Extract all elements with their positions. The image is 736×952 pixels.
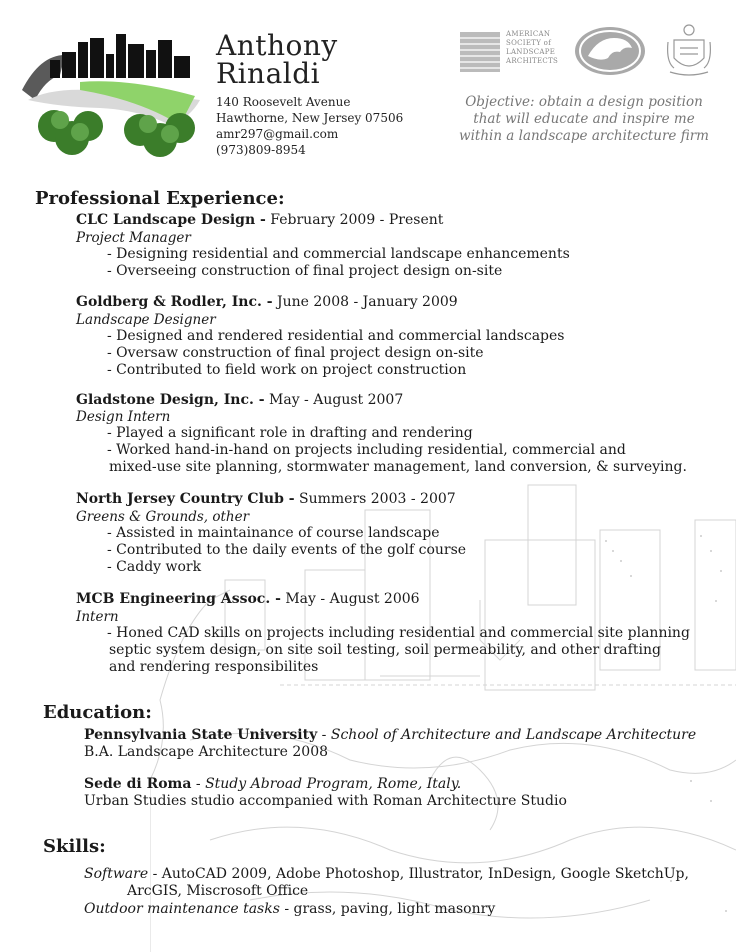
job-duty: - Caddy work [107, 559, 202, 575]
applicant-name [216, 29, 338, 90]
company-name: North Jersey Country Club - [76, 491, 295, 507]
asla-line: AMERICAN [506, 30, 551, 38]
asla-line: LANDSCAPE [506, 48, 556, 56]
job-role: Landscape Designer [76, 312, 216, 328]
school-sep: - [191, 776, 206, 792]
contact-block [216, 94, 403, 158]
school-line [84, 727, 696, 743]
job-duty: - Contributed to the daily events of the golf course [107, 542, 467, 558]
school-name: Pennsylvania State University [84, 727, 318, 743]
job-duty: septic system design, on site soil testing, soil permeability, and other drafting [109, 642, 661, 658]
job-dates: Summers 2003 - 2007 [299, 491, 456, 507]
job-header [76, 392, 403, 408]
asla-line: ARCHITECTS [506, 57, 559, 65]
job-duty: - Oversaw construction of final project design on-site [107, 345, 484, 361]
job-duty: - Contributed to field work on project construction [107, 362, 467, 378]
job-duty: - Honed CAD skills on projects including residential and commercial site planning [107, 625, 690, 641]
school-crest-icon [666, 22, 712, 78]
experience-heading: Professional Experience: [35, 188, 285, 209]
asla-logo [458, 30, 558, 75]
skill-software-cont: ArcGIS, Miscrosoft Office [127, 883, 309, 899]
company-name: Goldberg & Rodler, Inc. - [76, 294, 273, 310]
skill-software [84, 866, 689, 882]
last-name: Rinaldi [216, 57, 321, 90]
job-header [76, 591, 420, 607]
school-sep: - [317, 727, 331, 743]
job-dates: May - August 2007 [269, 392, 404, 408]
skill-value: - grass, paving, light masonry [279, 901, 496, 917]
school-name: Sede di Roma [84, 776, 192, 792]
job-header [76, 294, 458, 310]
skyline-landscape-logo [20, 30, 208, 160]
job-header [76, 212, 443, 228]
school-line [84, 776, 461, 792]
job-duty: - Designed and rendered residential and commercial landscapes [107, 328, 565, 344]
asla-text [506, 30, 558, 66]
objective-line: that will educate and inspire me [473, 111, 695, 127]
address-line-2: Hawthorne, New Jersey 07506 [216, 111, 404, 125]
job-role: Greens & Grounds, other [76, 509, 250, 525]
objective-line: within a landscape architecture firm [459, 128, 709, 144]
penn-state-lion-icon [574, 26, 646, 76]
job-duty: and rendering responsibilites [109, 659, 319, 675]
job-role: Project Manager [76, 230, 191, 246]
job-dates: February 2009 - Present [270, 212, 444, 228]
skill-label: Software [84, 866, 149, 882]
job-duty: - Played a significant role in drafting and rendering [107, 425, 473, 441]
company-name: MCB Engineering Assoc. - [76, 591, 281, 607]
job-duty: - Assisted in maintainance of course landscape [107, 525, 440, 541]
first-name: Anthony [216, 29, 338, 62]
objective-line: Objective: obtain a design position [465, 94, 703, 110]
skills-heading: Skills: [43, 836, 106, 857]
job-role: Design Intern [76, 409, 171, 425]
skill-label: Outdoor maintenance tasks [84, 901, 280, 917]
job-duty: - Designing residential and commercial landscape enhancements [107, 246, 570, 262]
school-program: School of Architecture and Landscape Architecture [330, 727, 697, 743]
phone: (973)809-8954 [216, 143, 306, 157]
job-dates: June 2008 - January 2009 [277, 294, 458, 310]
address-line-1: 140 Roosevelt Avenue [216, 95, 351, 109]
objective-statement [452, 94, 716, 145]
asla-mark-icon [460, 32, 500, 72]
education-heading: Education: [43, 702, 152, 723]
job-role: Intern [76, 609, 119, 625]
job-duty: - Worked hand-in-hand on projects including residential, commercial and [107, 442, 626, 458]
job-duty: - Overseeing construction of final project design on-site [107, 263, 503, 279]
asla-line: SOCIETY of [506, 39, 552, 47]
school-program: Study Abroad Program, Rome, Italy. [205, 776, 462, 792]
company-name: Gladstone Design, Inc. - [76, 392, 265, 408]
school-degree: B.A. Landscape Architecture 2008 [84, 744, 329, 760]
email: amr297@gmail.com [216, 127, 339, 141]
skill-outdoor [84, 901, 495, 917]
school-degree: Urban Studies studio accompanied with Roman Architecture Studio [84, 793, 567, 809]
job-header [76, 491, 456, 507]
job-duty: mixed-use site planning, stormwater management, land conversion, & surveying. [109, 459, 687, 475]
company-name: CLC Landscape Design - [76, 212, 266, 228]
job-dates: May - August 2006 [285, 591, 420, 607]
skill-value: - AutoCAD 2009, Adobe Photoshop, Illustrator, InDesign, Google SketchUp, [148, 866, 689, 882]
